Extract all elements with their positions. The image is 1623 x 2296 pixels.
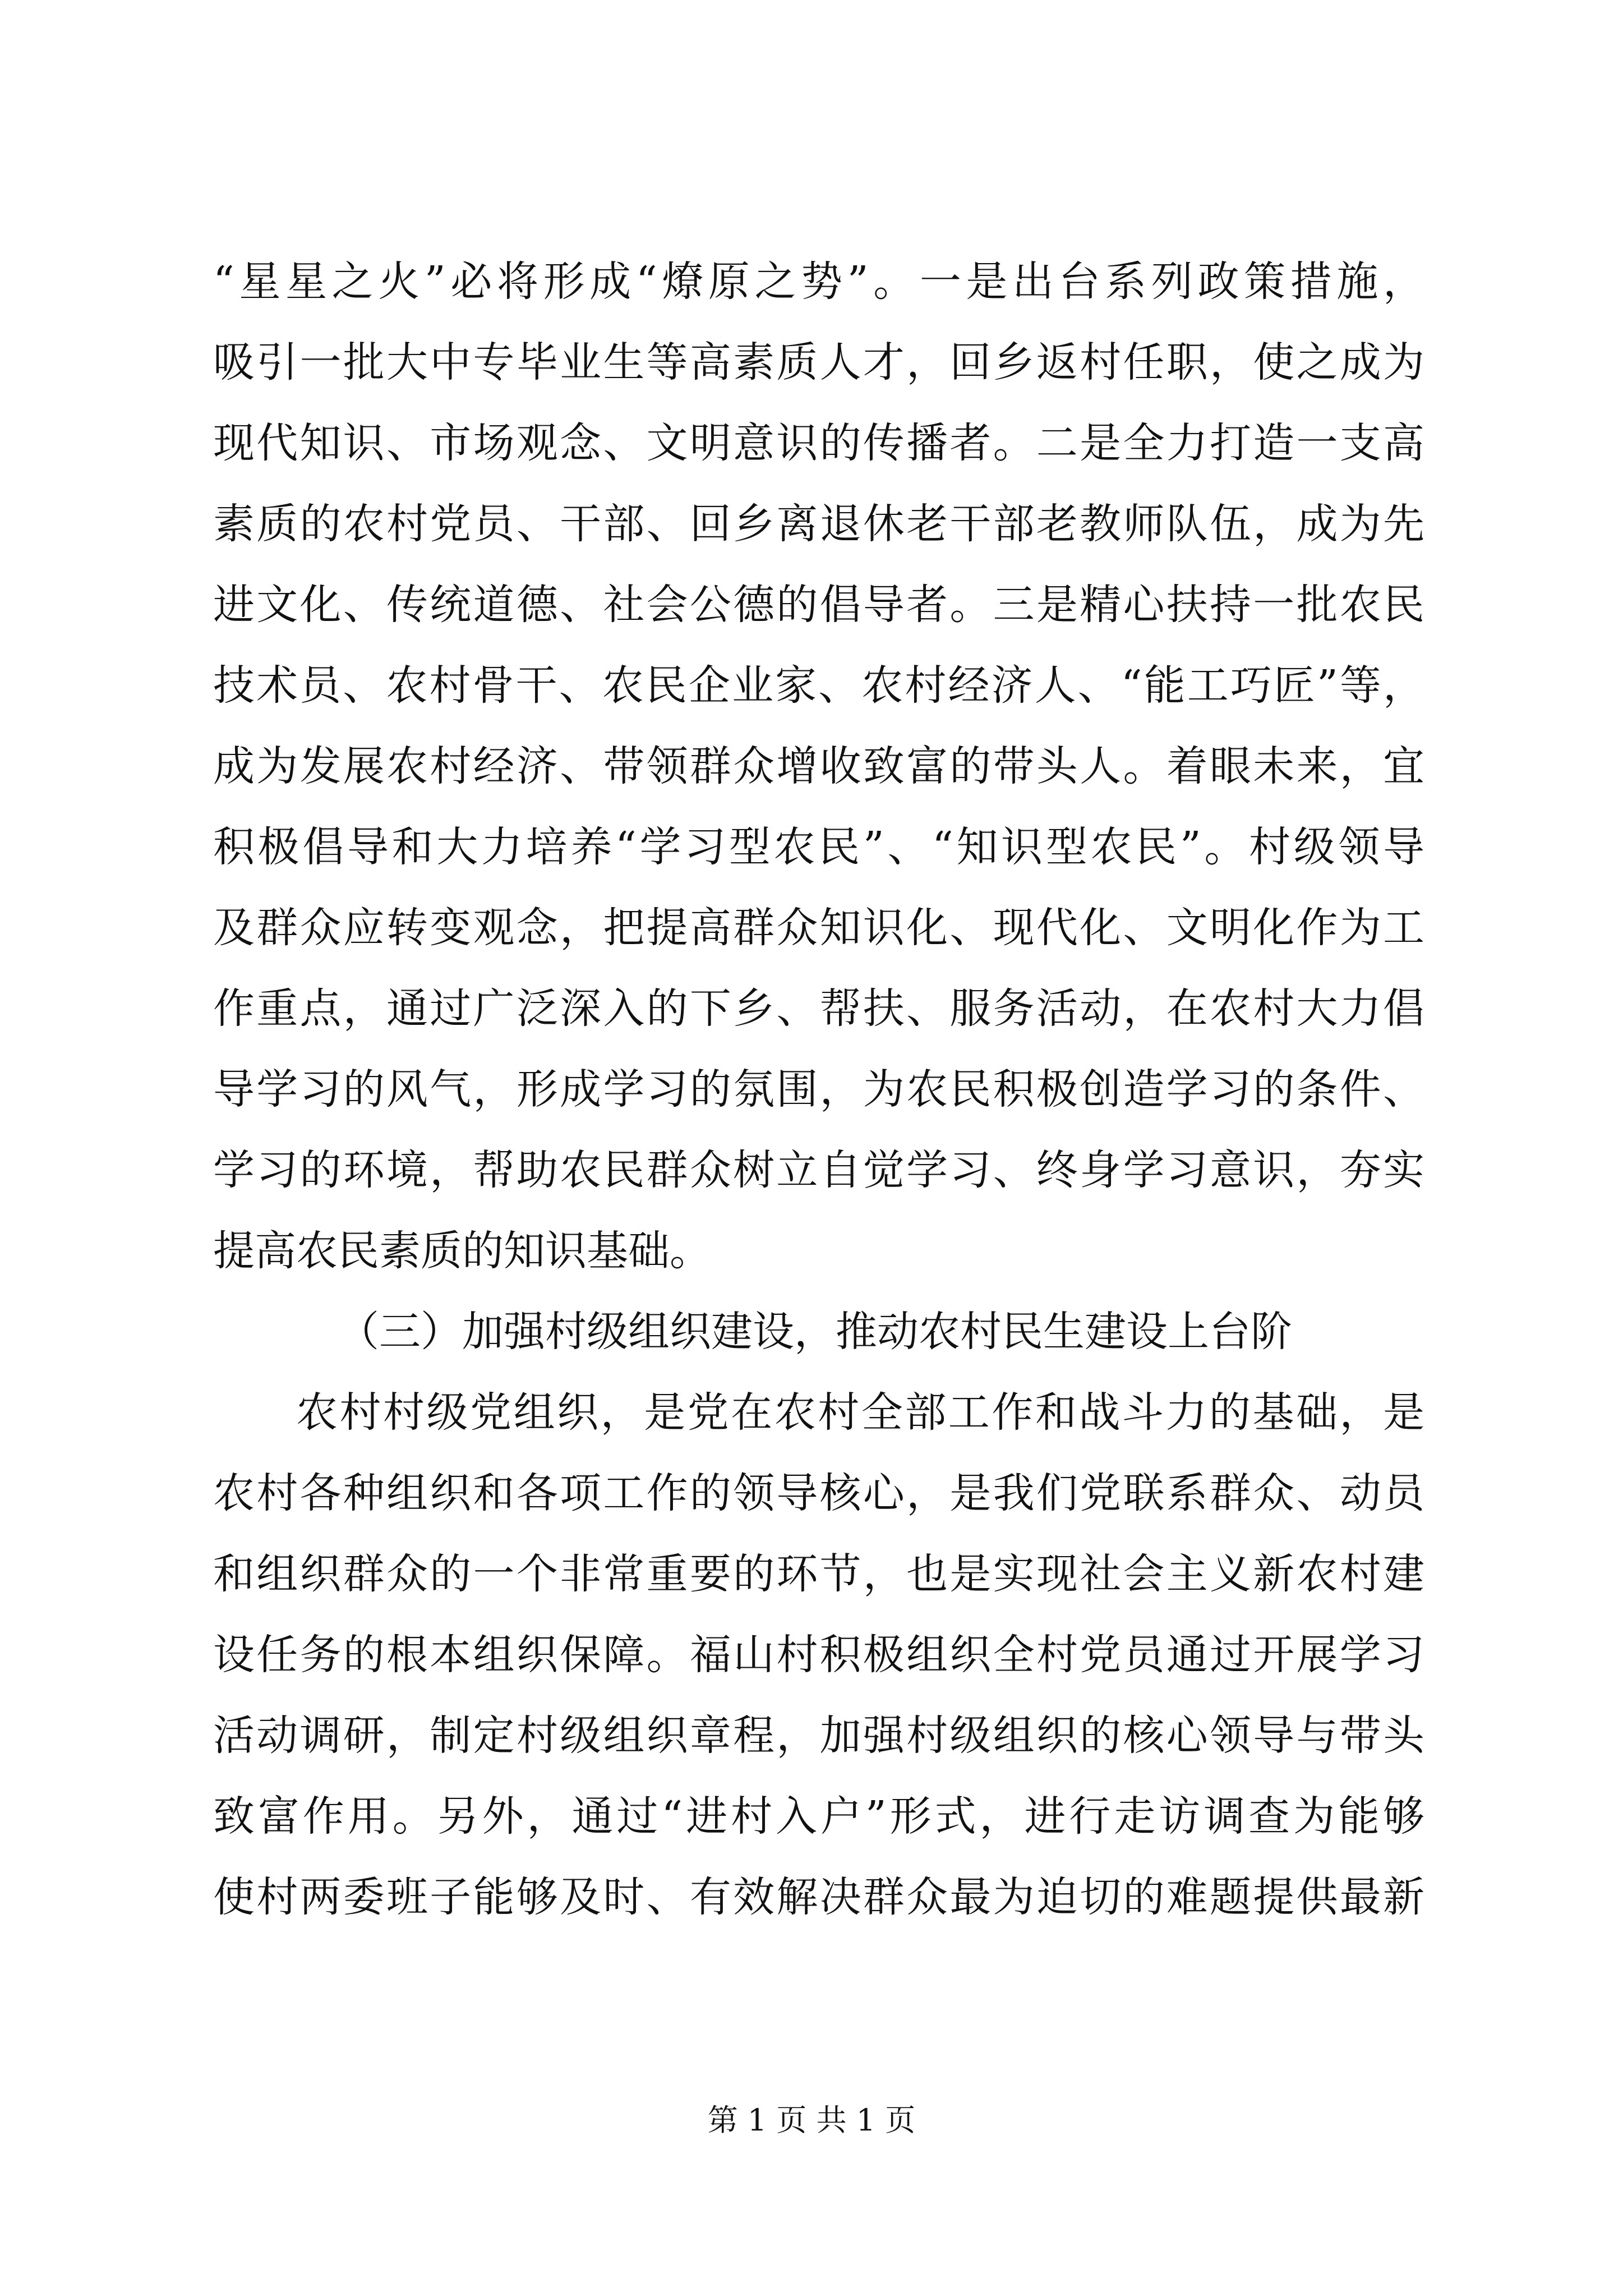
text-line: 及群众应转变观念，把提高群众知识化、现代化、文明化作为工 <box>213 904 1424 952</box>
document-body <box>213 241 1424 1938</box>
text-line: “星星之火”必将形成“燎原之势”。一是出台系列政策措施， <box>213 257 1424 306</box>
text-line: 现代知识、市场观念、文明意识的传播者。二是全力打造一支高 <box>213 419 1424 467</box>
text-line: 设任务的根本组织保障。福山村积极组织全村党员通过开展学习 <box>213 1631 1424 1679</box>
text-line: 致富作用。另外，通过“进村入户”形式，进行走访调查为能够 <box>213 1792 1424 1841</box>
text-line: 技术员、农村骨干、农民企业家、农村经济人、“能工巧匠”等， <box>213 661 1424 710</box>
section-heading: （三）加强村级组织建设，推动农村民生建设上台阶 <box>338 1308 1292 1356</box>
text-line: 导学习的风气，形成学习的氛围，为农民积极创造学习的条件、 <box>213 1065 1424 1114</box>
text-line: 成为发展农村经济、带领群众增收致富的带头人。着眼未来，宜 <box>213 742 1424 790</box>
text-line: 和组织群众的一个非常重要的环节，也是实现社会主义新农村建 <box>213 1550 1424 1598</box>
text-line: 进文化、传统道德、社会公德的倡导者。三是精心扶持一批农民 <box>213 581 1424 629</box>
text-line: 吸引一批大中专毕业生等高素质人才，回乡返村任职，使之成为 <box>213 338 1424 386</box>
paragraph-first-line: 农村村级党组织，是党在农村全部工作和战斗力的基础，是 <box>296 1388 1424 1437</box>
text-line: 活动调研，制定村级组织章程，加强村级组织的核心领导与带头 <box>213 1711 1424 1760</box>
text-line: 积极倡导和大力培养“学习型农民”、“知识型农民”。村级领导 <box>213 823 1424 871</box>
text-line: 作重点，通过广泛深入的下乡、帮扶、服务活动，在农村大力倡 <box>213 984 1424 1033</box>
text-line: 素质的农村党员、干部、回乡离退休老干部老教师队伍，成为先 <box>213 500 1424 548</box>
text-line: 使村两委班子能够及时、有效解决群众最为迫切的难题提供最新 <box>213 1873 1424 1921</box>
text-line: 提高农民素质的知识基础。 <box>213 1227 711 1275</box>
text-line: 学习的环境，帮助农民群众树立自觉学习、终身学习意识，夯实 <box>213 1146 1424 1194</box>
page-number-footer: 第 1 页 共 1 页 <box>707 2102 916 2138</box>
text-line: 农村各种组织和各项工作的领导核心，是我们党联系群众、动员 <box>213 1469 1424 1517</box>
